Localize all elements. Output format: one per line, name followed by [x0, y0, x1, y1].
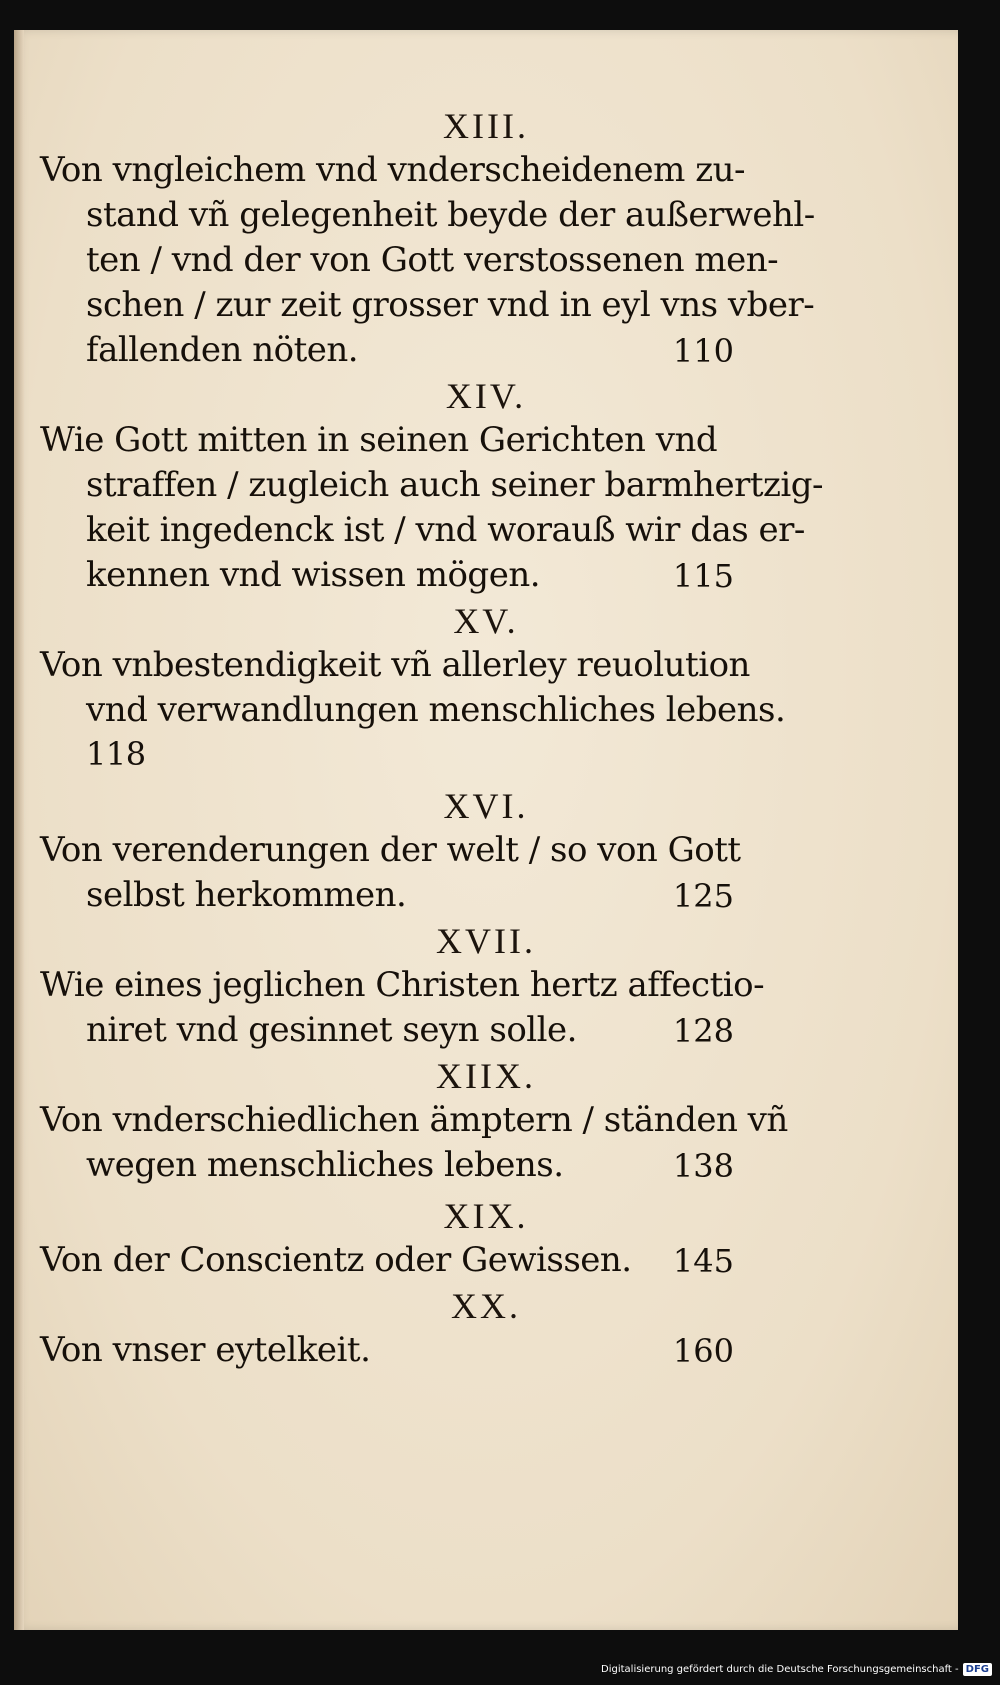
entry-line: Wie eines jeglichen Christen hertz affectio-: [40, 965, 765, 1005]
entry-line: vnd verwandlungen menschliches lebens.: [86, 690, 786, 730]
entry-line: fallenden nöten.: [86, 330, 359, 370]
digitization-credit: [601, 1660, 992, 1678]
chapter-numeral: XVI.: [443, 786, 529, 826]
chapter-numeral: XIIX.: [436, 1056, 536, 1096]
chapter-numeral: XIII.: [443, 106, 529, 146]
page-number: 128: [672, 1012, 734, 1050]
chapter-numeral: XIX.: [443, 1196, 529, 1236]
entry-line: wegen menschliches lebens.: [86, 1145, 564, 1185]
page-number: 118: [86, 735, 146, 773]
chapter-numeral: XX.: [451, 1286, 521, 1326]
entry-line: schen / zur zeit grosser vnd in eyl vns vber-: [86, 285, 815, 325]
credit-text: Digitalisierung gefördert durch die Deutsche Forschungsgemeinschaft -: [601, 1663, 959, 1675]
entry-line: Von vnderschiedlichen ämptern / ständen vñ: [40, 1100, 788, 1140]
page-number: 115: [672, 557, 734, 595]
entry-line: keit ingedenck ist / vnd worauß wir das er-: [86, 510, 805, 550]
entry-line: kennen vnd wissen mögen.: [86, 555, 541, 595]
entry-line: straffen / zugleich auch seiner barmhertzig-: [86, 465, 824, 505]
entry-line: Von verenderungen der welt / so von Gott: [40, 830, 741, 870]
entry-line: Von vnser eytelkeit.: [40, 1330, 371, 1370]
page-number: 125: [672, 877, 734, 915]
entry-line: ten / vnd der von Gott verstossenen men-: [86, 240, 779, 280]
entry-line: niret vnd gesinnet seyn solle.: [86, 1010, 577, 1050]
page-number: 160: [672, 1332, 734, 1370]
entry-line: Von der Conscientz oder Gewissen.: [40, 1240, 632, 1280]
chapter-numeral: XVII.: [436, 921, 536, 961]
chapter-numeral: XV.: [453, 601, 519, 641]
page-number: 110: [672, 332, 734, 370]
entry-line: stand vñ gelegenheit beyde der außerwehl-: [86, 195, 815, 235]
page-number: 145: [672, 1242, 734, 1280]
dfg-logo: DFG: [963, 1663, 992, 1676]
entry-line: selbst herkommen.: [86, 875, 407, 915]
entry-line: Von vngleichem vnd vnderscheidenem zu-: [40, 150, 746, 190]
table-of-contents: [14, 30, 958, 1630]
entry-line: Von vnbestendigkeit vñ allerley reuolution: [40, 645, 750, 685]
chapter-numeral: XIV.: [445, 376, 527, 416]
entry-line: Wie Gott mitten in seinen Gerichten vnd: [40, 420, 718, 460]
page-number: 138: [672, 1147, 734, 1185]
